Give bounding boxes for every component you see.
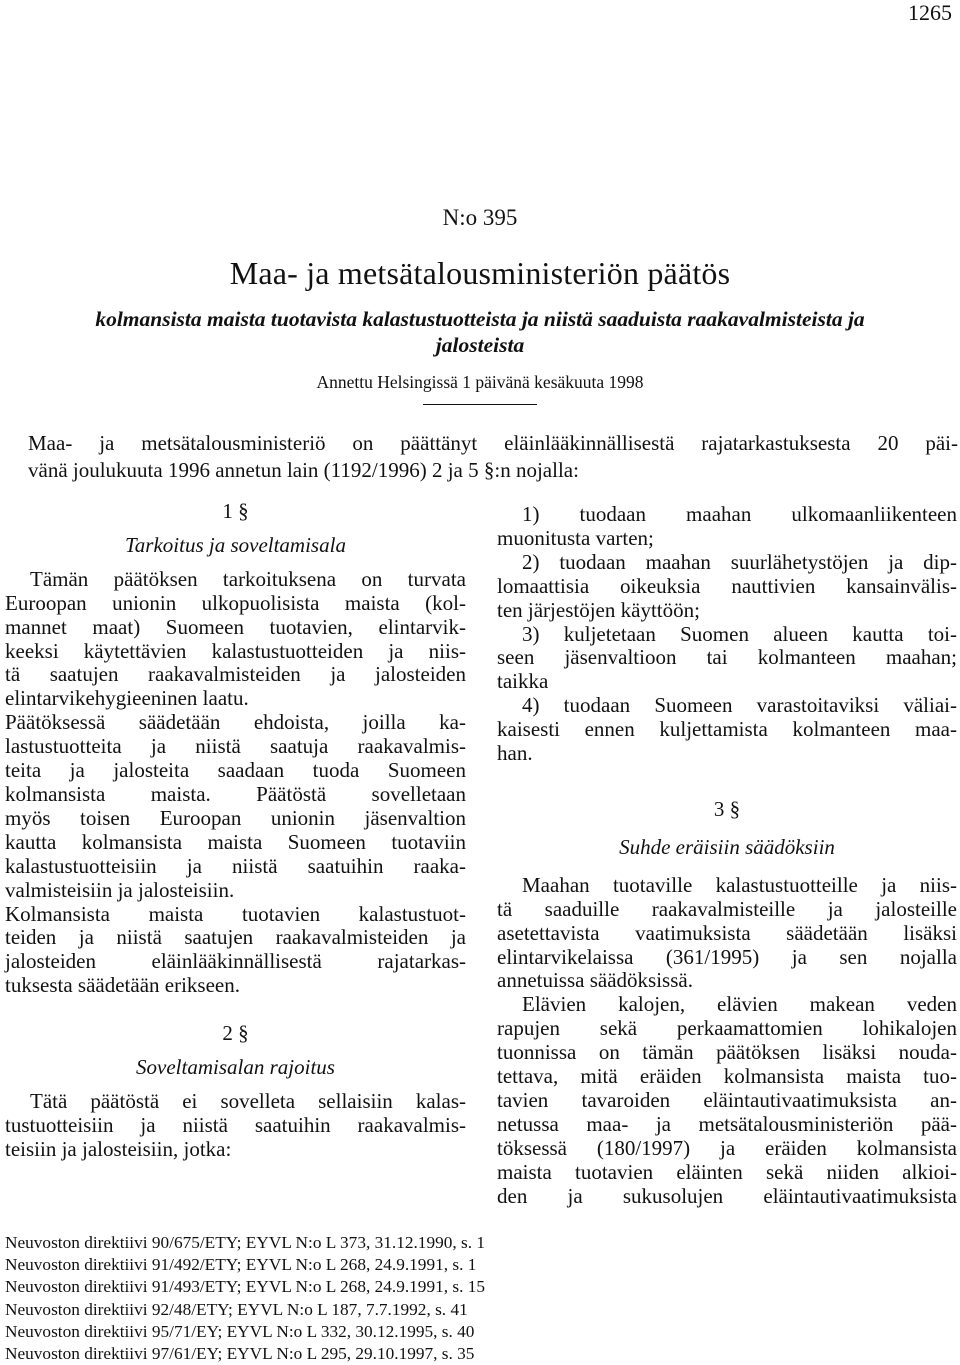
text-line: kolmansista maista. Päätöstä sovelletaan: [5, 781, 466, 806]
text-line: 1) tuodaan maahan ulkomaanliikenteen: [522, 502, 957, 526]
text-line: asetettavista vaatimuksista säädetään lisäksi: [497, 920, 957, 945]
text-line: han.: [497, 741, 533, 766]
footnote: Neuvoston direktiivi 95/71/EY; EYVL N:o L 332, 30.12.1995, s. 40: [5, 1321, 475, 1341]
text-line: tä saaduille raakavalmisteille ja jalosteille: [497, 896, 957, 921]
given-date: Annettu Helsingissä 1 päivänä kesäkuuta 1998: [316, 372, 644, 392]
footnote: Neuvoston direktiivi 97/61/EY; EYVL N:o L 295, 29.10.1997, s. 35: [5, 1344, 475, 1364]
text-line: jalosteiden eläinlääkinnällisestä rajatarkas-: [5, 949, 466, 974]
text-line: ten järjestöjen käyttöön;: [497, 597, 700, 622]
list-item: [497, 503, 957, 551]
text-line: teisiin ja jalosteisiin, jotka:: [5, 1136, 232, 1161]
text-line: teiden ja niistä saatujen raakavalmisteiden ja: [5, 925, 466, 950]
footnote: Neuvoston direktiivi 91/492/ETY; EYVL N:o L 268, 24.9.1991, s. 1: [5, 1255, 477, 1275]
footnote: Neuvoston direktiivi 91/493/ETY; EYVL N:o L 268, 24.9.1991, s. 15: [5, 1277, 486, 1297]
text-line: keeksi käytettävien kalastustuotteiden ja niis-: [5, 638, 466, 663]
section-heading: Soveltamisalan rajoitus: [136, 1055, 335, 1080]
preamble-line: Maa- ja metsätalousministeriö on päättänyt eläinlääkinnällisestä rajatarkastuksesta 20 päi-: [28, 431, 958, 455]
document-title: Maa- ja metsätalousministeriön päätös: [229, 255, 731, 291]
text-line: Euroopan unionin ulkopuolisista maista (kol-: [5, 590, 466, 615]
text-line: kautta kolmansista maista Suomeen tuotaviin: [5, 829, 466, 854]
text-line: tuksesta säädetään erikseen.: [5, 973, 240, 998]
paragraph: [5, 568, 466, 711]
text-line: tä saatujen raakavalmisteiden ja jalosteiden: [5, 662, 466, 687]
text-line: Päätöksessä säädetään ehdoista, joilla ka-: [5, 710, 466, 735]
footnote: Neuvoston direktiivi 92/48/ETY; EYVL N:o L 187, 7.7.1992, s. 41: [5, 1299, 468, 1319]
text-line: lomaattisia oikeuksia nauttivien kansainvälis-: [497, 573, 957, 598]
text-line: elintarvikehygieeninen laatu.: [5, 686, 249, 711]
text-line: 4) tuodaan Suomeen varastoitaviksi väliai-: [522, 693, 957, 718]
paragraph: [497, 993, 957, 1208]
text-line: myös toisen Euroopan unionin jäsenvaltion: [5, 805, 466, 830]
list-item: [497, 694, 957, 766]
text-line: tustuotteisiin ja niistä saatuihin raakavalmis-: [5, 1112, 466, 1137]
text-line: teita ja jalosteita saadaan tuoda Suomeen: [5, 758, 466, 783]
divider: [423, 404, 537, 405]
right-column: [497, 503, 957, 1208]
text-line: Maahan tuotaville kalastustuotteille ja niis-: [522, 872, 957, 897]
text-line: den ja sukusolujen eläintautivaatimuksista: [497, 1183, 957, 1208]
text-line: annetuissa säädöksissä.: [497, 968, 693, 993]
text-line: maista tuotavien eläinten sekä niiden alkioi-: [497, 1159, 957, 1184]
text-line: elintarvikelaissa (361/1995) ja sen nojalla: [497, 944, 957, 969]
paragraph: [5, 1090, 466, 1162]
text-line: kalastustuotteisiin ja niistä saatuihin raaka-: [5, 853, 466, 878]
section-number: 2 §: [222, 1021, 249, 1046]
section-number: 1 §: [222, 499, 249, 523]
act-number: N:o 395: [442, 205, 518, 230]
paragraph: [5, 711, 466, 902]
text-line: valmisteisiin ja jalosteisiin.: [5, 877, 235, 902]
text-line: Tätä päätöstä ei sovelleta sellaisiin kalas-: [30, 1088, 466, 1113]
text-line: tuonnissa on tämän päätöksen lisäksi nouda-: [497, 1040, 957, 1065]
text-line: mannet maat) Suomeen tuotavien, elintarvik-: [5, 614, 466, 639]
section-number: 3 §: [713, 796, 741, 821]
text-line: 3) kuljetetaan Suomen alueen kautta toi-: [522, 621, 957, 646]
page-number: 1265: [908, 0, 952, 25]
section-heading: Tarkoitus ja soveltamisala: [125, 532, 346, 557]
left-column: [5, 500, 466, 1162]
subtitle-line: jalosteista: [435, 333, 525, 357]
text-line: Elävien kalojen, elävien makean veden: [522, 992, 957, 1017]
text-line: 2) tuodaan maahan suurlähetystöjen ja dip-: [522, 549, 957, 574]
text-line: tettava, mitä eräiden kolmansista maista tuo-: [497, 1064, 957, 1089]
text-line: netussa maa- ja metsätalousministeriön pää-: [497, 1111, 957, 1136]
preamble: [28, 430, 958, 484]
text-line: töksessä (180/1997) ja eräiden kolmansista: [497, 1135, 957, 1160]
text-line: Kolmansista maista tuotavien kalastustuot-: [5, 901, 466, 926]
paragraph: [5, 903, 466, 999]
text-line: lastustuotteita ja niistä saatuja raakavalmis-: [5, 734, 466, 759]
section-heading: Suhde eräisiin säädöksiin: [619, 834, 835, 859]
footnotes: [5, 1232, 485, 1365]
footnote: Neuvoston direktiivi 90/675/ETY; EYVL N:o L 373, 31.12.1990, s. 1: [5, 1233, 486, 1252]
text-line: kaisesti ennen kuljettamista kolmanteen maa-: [497, 717, 957, 742]
list-item: [497, 623, 957, 695]
preamble-line: vänä joulukuuta 1996 annetun lain (1192/1996) 2 ja 5 §:n nojalla:: [28, 458, 579, 482]
document-subtitle: [0, 306, 960, 358]
text-line: seen jäsenvaltioon tai kolmanteen maahan;: [497, 645, 957, 670]
text-line: tavien tavaroiden eläintautivaatimuksista an-: [497, 1087, 957, 1112]
text-line: Tämän päätöksen tarkoituksena on turvata: [30, 566, 466, 591]
paragraph: [497, 874, 957, 994]
text-line: taikka: [497, 669, 549, 694]
list-item: [497, 551, 957, 623]
text-line: rapujen sekä perkaamattomien lohikalojen: [497, 1016, 957, 1041]
subtitle-line: kolmansista maista tuotavista kalastustuotteista ja niistä saaduista raakavalmisteista ja: [95, 307, 865, 331]
text-line: muonitusta varten;: [497, 525, 654, 550]
